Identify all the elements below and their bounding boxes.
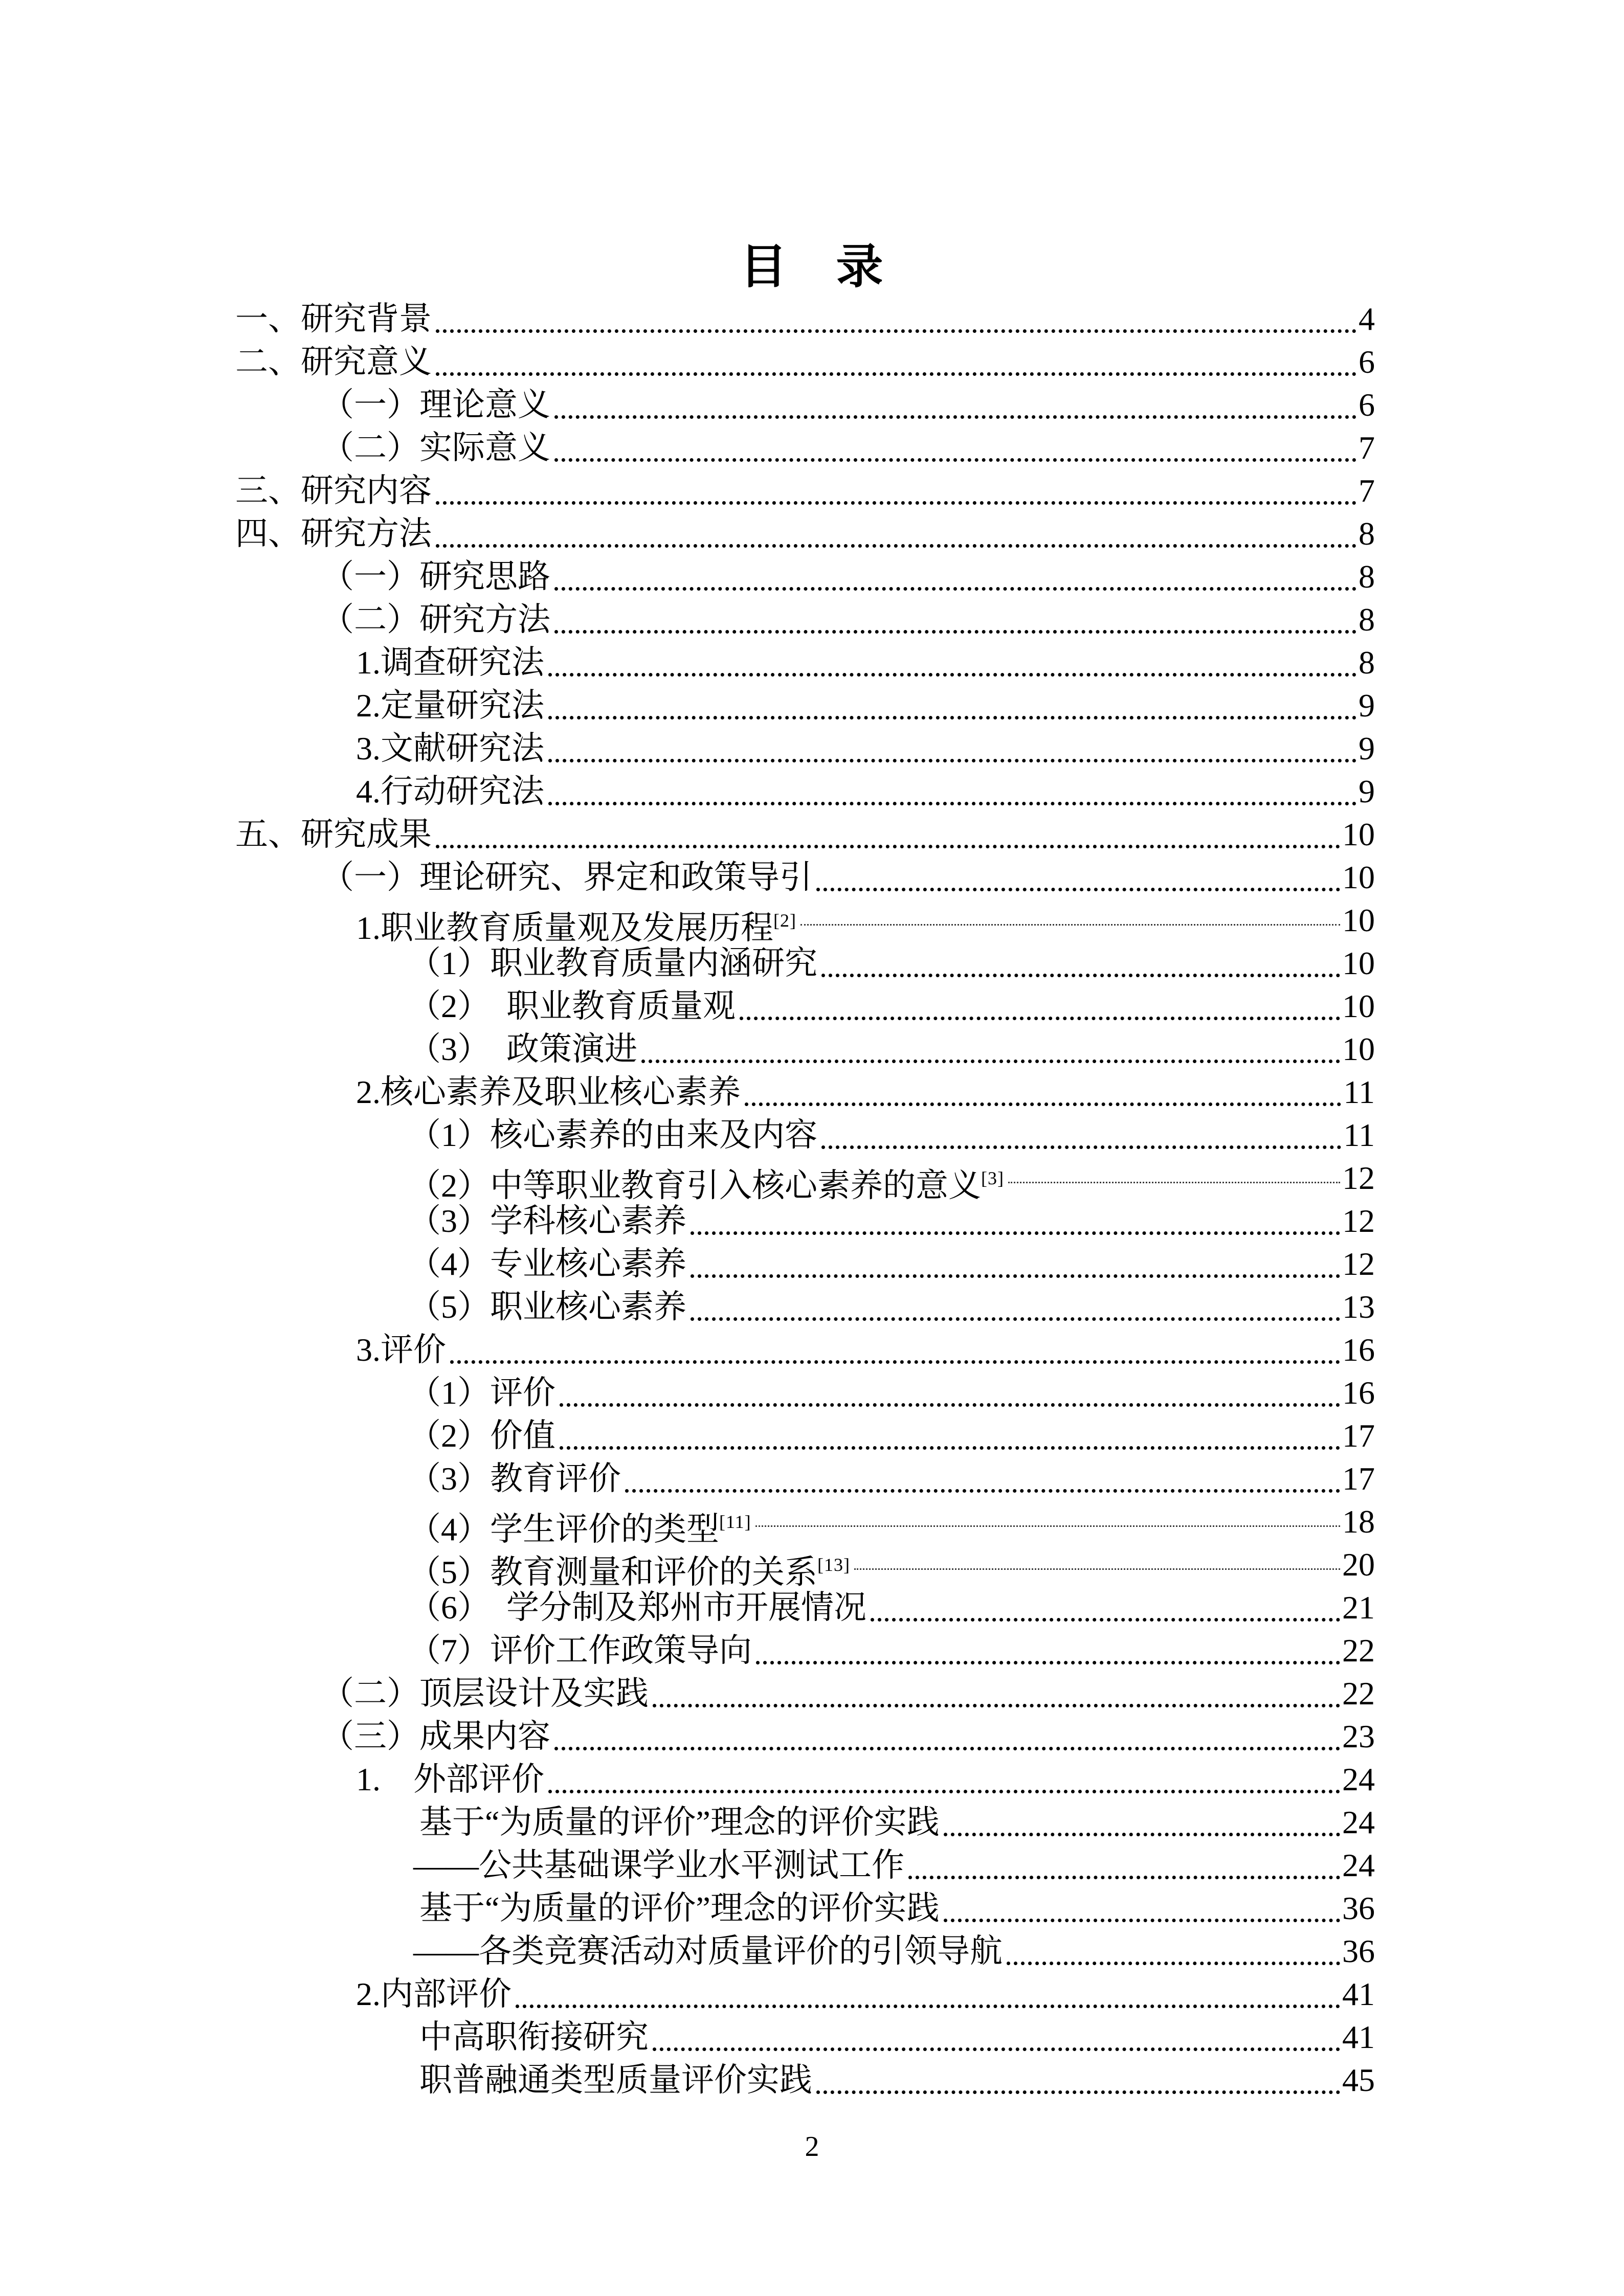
toc-entry-page-number[interactable]: 18: [1342, 1503, 1375, 1540]
toc-entry-label: 一、研究背景: [235, 301, 432, 337]
toc-entry-28[interactable]: [235, 1457, 1375, 1500]
toc-leader-dots: [821, 974, 1340, 977]
toc-leader-dots: [436, 845, 1340, 848]
toc-entry-label: 2.核心素养及职业核心素养: [356, 1074, 741, 1110]
toc-entry-page-number[interactable]: 12: [1342, 1203, 1375, 1239]
toc-entry-page-number[interactable]: 17: [1342, 1460, 1375, 1497]
toc-entry-page-number[interactable]: 8: [1359, 515, 1375, 552]
toc-entry-label: （一）研究思路: [321, 558, 550, 595]
toc-entry-19[interactable]: [235, 1071, 1375, 1114]
toc-leader-dots: [548, 673, 1356, 677]
toc-entry-label: （一）理论研究、界定和政策导引: [321, 859, 812, 895]
toc-entry-32[interactable]: [235, 1629, 1375, 1672]
toc-entry-label: （4）学生评价的类型[11]: [408, 1511, 751, 1547]
toc-entry-label: 3.评价: [356, 1332, 446, 1368]
toc-entry-page-number[interactable]: 6: [1359, 344, 1375, 380]
toc-entry-page-number[interactable]: 21: [1342, 1589, 1375, 1626]
toc-entry-label: （二）研究方法: [321, 601, 550, 638]
toc-entry-label: 1.调查研究法: [356, 644, 544, 681]
toc-leader-dots: [800, 924, 1340, 926]
toc-entry-17[interactable]: [235, 985, 1375, 1028]
toc-leader-dots: [653, 1704, 1340, 1707]
toc-entry-16[interactable]: [235, 942, 1375, 985]
toc-entry-page-number[interactable]: 23: [1342, 1718, 1375, 1754]
toc-leader-dots: [1008, 1182, 1340, 1183]
toc-leader-dots: [548, 759, 1356, 762]
toc-entry-label: 3.文献研究法: [356, 730, 544, 767]
toc-leader-dots: [755, 1525, 1340, 1527]
toc-entry-label: （2） 职业教育质量观: [408, 988, 736, 1024]
toc-entry-label: （6） 学分制及郑州市开展情况: [408, 1589, 866, 1626]
toc-entry-superscript-ref: [11]: [719, 1512, 751, 1532]
toc-leader-dots: [554, 630, 1356, 634]
toc-leader-dots: [560, 1403, 1340, 1407]
toc-entry-label: 基于“为质量的评价”理念的评价实践: [419, 1890, 940, 1926]
toc-entry-42[interactable]: [235, 2059, 1375, 2102]
toc-entry-6[interactable]: [235, 512, 1375, 555]
toc-entry-24[interactable]: [235, 1286, 1375, 1329]
toc-leader-dots: [816, 888, 1340, 891]
toc-entry-label: （一）理论意义: [321, 387, 550, 423]
toc-entry-page-number[interactable]: 12: [1342, 1160, 1375, 1196]
toc-entry-page-number[interactable]: 24: [1342, 1847, 1375, 1883]
toc-entry-35[interactable]: [235, 1758, 1375, 1801]
toc-entry-20[interactable]: [235, 1114, 1375, 1157]
toc-leader-dots: [625, 1489, 1340, 1493]
toc-leader-dots: [554, 458, 1356, 462]
toc-leader-dots: [1007, 1962, 1340, 1965]
toc-entry-label: （2）价值: [408, 1417, 555, 1454]
toc-entry-label: 五、研究成果: [235, 816, 432, 852]
toc-entry-label: ——各类竞赛活动对质量评价的引领导航: [413, 1933, 1003, 1969]
toc-entry-11[interactable]: [235, 727, 1375, 770]
toc-entry-label: （1）职业教育质量内涵研究: [408, 945, 817, 981]
toc-entry-superscript-ref: [13]: [817, 1555, 850, 1575]
toc-entry-label: （7）评价工作政策导向: [408, 1632, 752, 1669]
toc-entry-page-number[interactable]: 8: [1359, 644, 1375, 681]
toc-leader-dots: [548, 716, 1356, 719]
toc-entry-page-number[interactable]: 10: [1342, 988, 1375, 1024]
toc-entry-page-number[interactable]: 45: [1342, 2062, 1375, 2098]
toc-leader-dots: [436, 501, 1356, 505]
toc-leader-dots: [745, 1102, 1341, 1106]
toc-entry-label: （5）职业核心素养: [408, 1289, 686, 1325]
toc-leader-dots: [908, 1876, 1340, 1879]
toc-entry-10[interactable]: [235, 684, 1375, 727]
toc-entry-page-number[interactable]: 4: [1359, 301, 1375, 337]
toc-entry-page-number[interactable]: 22: [1342, 1675, 1375, 1712]
table-of-contents: [235, 298, 1375, 2102]
toc-leader-dots: [641, 1060, 1340, 1063]
toc-entry-2[interactable]: [235, 341, 1375, 384]
toc-leader-dots: [554, 587, 1356, 591]
toc-leader-dots: [436, 329, 1356, 333]
toc-entry-29[interactable]: [235, 1500, 1375, 1547]
toc-entry-page-number[interactable]: 10: [1342, 902, 1375, 938]
toc-entry-page-number[interactable]: 11: [1343, 1074, 1375, 1110]
toc-leader-dots: [653, 2047, 1340, 2051]
toc-entry-label: 2.内部评价: [356, 1976, 511, 2012]
toc-leader-dots: [691, 1231, 1340, 1235]
toc-entry-page-number[interactable]: 24: [1342, 1761, 1375, 1797]
toc-entry-superscript-ref: [2]: [773, 910, 796, 931]
toc-entry-label: 1.职业教育质量观及发展历程[2]: [356, 910, 796, 946]
toc-entry-21[interactable]: [235, 1157, 1375, 1204]
toc-entry-label: （3）教育评价: [408, 1460, 621, 1497]
toc-entry-page-number[interactable]: 41: [1342, 2019, 1375, 2055]
toc-entry-page-number[interactable]: 16: [1342, 1375, 1375, 1411]
toc-entry-page-number[interactable]: 16: [1342, 1332, 1375, 1368]
toc-entry-label: 1. 外部评价: [356, 1761, 544, 1797]
toc-entry-page-number[interactable]: 9: [1359, 687, 1375, 724]
toc-leader-dots: [944, 1833, 1340, 1836]
toc-entry-label: （5）教育测量和评价的关系[13]: [408, 1554, 850, 1590]
toc-entry-41[interactable]: [235, 2016, 1375, 2059]
toc-entry-label: （1）评价: [408, 1375, 555, 1411]
toc-entry-14[interactable]: [235, 856, 1375, 899]
toc-leader-dots: [560, 1446, 1340, 1450]
toc-entry-label: 中高职衔接研究: [419, 2019, 649, 2055]
toc-entry-26[interactable]: [235, 1371, 1375, 1414]
toc-entry-page-number[interactable]: 36: [1342, 1890, 1375, 1926]
toc-leader-dots: [516, 2005, 1340, 2008]
toc-entry-8[interactable]: [235, 598, 1375, 641]
toc-entry-page-number[interactable]: 17: [1342, 1417, 1375, 1454]
toc-entry-page-number[interactable]: 10: [1342, 1031, 1375, 1067]
toc-leader-dots: [436, 544, 1356, 548]
toc-leader-dots: [944, 1919, 1340, 1922]
toc-entry-page-number[interactable]: 7: [1359, 472, 1375, 509]
toc-leader-dots: [854, 1568, 1340, 1570]
toc-entry-page-number[interactable]: 8: [1359, 601, 1375, 638]
toc-entry-label: （2）中等职业教育引入核心素养的意义[3]: [408, 1167, 1004, 1204]
toc-entry-label: （3）学科核心素养: [408, 1203, 686, 1239]
toc-entry-label: 四、研究方法: [235, 515, 432, 552]
toc-leader-dots: [548, 1790, 1340, 1793]
toc-entry-page-number[interactable]: 41: [1342, 1976, 1375, 2012]
toc-entry-22[interactable]: [235, 1200, 1375, 1243]
toc-entry-34[interactable]: [235, 1715, 1375, 1758]
toc-entry-page-number[interactable]: 10: [1342, 816, 1375, 852]
toc-leader-dots: [871, 1618, 1340, 1622]
toc-leader-dots: [691, 1274, 1340, 1278]
toc-entry-page-number[interactable]: 8: [1359, 558, 1375, 595]
toc-leader-dots: [756, 1661, 1340, 1664]
toc-entry-page-number[interactable]: 9: [1359, 730, 1375, 767]
toc-entry-1[interactable]: [235, 298, 1375, 341]
toc-entry-page-number[interactable]: 22: [1342, 1632, 1375, 1669]
toc-entry-label: 二、研究意义: [235, 344, 432, 380]
toc-entry-12[interactable]: [235, 770, 1375, 813]
toc-entry-40[interactable]: [235, 1973, 1375, 2016]
toc-entry-label: 2.定量研究法: [356, 687, 544, 724]
toc-entry-page-number[interactable]: 6: [1359, 387, 1375, 423]
toc-entry-label: 4.行动研究法: [356, 773, 544, 809]
toc-leader-dots: [740, 1017, 1340, 1020]
toc-leader-dots: [691, 1317, 1340, 1321]
toc-entry-30[interactable]: [235, 1543, 1375, 1590]
toc-entry-label: 职普融通类型质量评价实践: [419, 2062, 812, 2098]
toc-leader-dots: [548, 802, 1356, 805]
toc-entry-4[interactable]: [235, 426, 1375, 469]
toc-entry-page-number[interactable]: 9: [1359, 773, 1375, 809]
toc-entry-23[interactable]: [235, 1243, 1375, 1286]
footer-page-number: 2: [805, 2131, 819, 2163]
toc-leader-dots: [436, 372, 1356, 376]
toc-entry-36[interactable]: [235, 1801, 1375, 1844]
toc-entry-label: ——公共基础课学业水平测试工作: [413, 1847, 904, 1883]
toc-entry-label: （4）专业核心素养: [408, 1246, 686, 1282]
toc-leader-dots: [821, 1145, 1341, 1149]
toc-entry-page-number[interactable]: 13: [1342, 1289, 1375, 1325]
toc-leader-dots: [816, 2090, 1340, 2094]
toc-entry-label: （3） 政策演进: [408, 1031, 637, 1067]
toc-entry-page-number[interactable]: 11: [1343, 1117, 1375, 1153]
toc-entry-page-number[interactable]: 24: [1342, 1804, 1375, 1840]
toc-entry-3[interactable]: [235, 384, 1375, 426]
toc-entry-33[interactable]: [235, 1672, 1375, 1715]
toc-entry-page-number[interactable]: 10: [1342, 945, 1375, 981]
toc-entry-25[interactable]: [235, 1329, 1375, 1371]
toc-entry-page-number[interactable]: 20: [1342, 1546, 1375, 1583]
toc-entry-label: （1）核心素养的由来及内容: [408, 1117, 817, 1153]
toc-entry-18[interactable]: [235, 1028, 1375, 1071]
toc-entry-5[interactable]: [235, 469, 1375, 512]
toc-entry-9[interactable]: [235, 641, 1375, 684]
toc-entry-label: 基于“为质量的评价”理念的评价实践: [419, 1804, 940, 1840]
toc-entry-39[interactable]: [235, 1930, 1375, 1973]
toc-entry-27[interactable]: [235, 1414, 1375, 1457]
page-title: 目 录: [740, 241, 884, 293]
toc-entry-31[interactable]: [235, 1586, 1375, 1629]
toc-leader-dots: [450, 1360, 1340, 1364]
toc-entry-15[interactable]: [235, 899, 1375, 946]
toc-entry-superscript-ref: [3]: [981, 1168, 1004, 1188]
toc-entry-38[interactable]: [235, 1887, 1375, 1930]
toc-entry-7[interactable]: [235, 555, 1375, 598]
toc-entry-page-number[interactable]: 10: [1342, 859, 1375, 895]
toc-leader-dots: [554, 1747, 1340, 1750]
toc-entry-label: （二）实际意义: [321, 430, 550, 466]
toc-leader-dots: [554, 415, 1356, 419]
toc-entry-page-number[interactable]: 7: [1359, 430, 1375, 466]
toc-entry-37[interactable]: [235, 1844, 1375, 1887]
toc-entry-label: （二）顶层设计及实践: [321, 1675, 649, 1712]
toc-entry-label: （三）成果内容: [321, 1718, 550, 1754]
toc-entry-page-number[interactable]: 36: [1342, 1933, 1375, 1969]
toc-entry-page-number[interactable]: 12: [1342, 1246, 1375, 1282]
toc-entry-13[interactable]: [235, 813, 1375, 856]
toc-entry-label: 三、研究内容: [235, 472, 432, 509]
